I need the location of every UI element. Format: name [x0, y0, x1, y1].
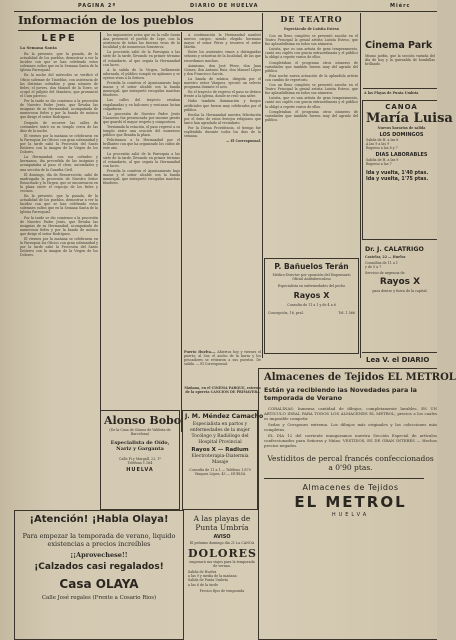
olaya-regalo: ¡Calzados casi regalados! [34, 562, 164, 572]
specialty-line: Especialista en partos y enfermedades de la mujer [190, 422, 250, 433]
article-paragraph: El viernes por la mañana se celebraron en la Parroquia los Oficios con gran solemnidad y por la tarde salió la Procesión del Santo Entierro con la imagen de la Virgen de los Dolores. [20, 237, 98, 258]
article-paragraph: A continuación la Hermandad nombró nuevos cargos, siendo elegido hermano mayor el señor Pérez y tesorero el señor Martín. [184, 33, 261, 50]
column-rule [100, 32, 101, 432]
article-paragraph: Reciba la Hermandad nuestra felicitación por el éxito de estos festejos religiosos que tanto han agradado al vecindario. [184, 112, 261, 125]
article-paragraph: Completaban el programa otros números de variedades que también fueron muy del agrado del público. [265, 60, 358, 73]
article-paragraph: A la salida de la Virgen, bellamente adornada, el público rompió en aplausos y se oyeron vivas a la Señora. [103, 67, 180, 80]
header-rule [14, 11, 437, 12]
horario-line: Salida de Punta Umbría [188, 578, 228, 583]
divider [363, 88, 437, 89]
specialty: Especialista de Oído, Nariz y Garganta [110, 440, 170, 453]
consulta-hours: Consulta de 11 a 1 y de 4 a 6 [287, 303, 336, 308]
boat-sub: empezará sus viajes para la temporada de verano. [189, 560, 255, 569]
article-paragraph: Presidía la comitiva el Ayuntamiento bajo mazas y el señor alcalde con la banda municipal, que interpretó escogidas marchas fúnebres. [103, 168, 180, 186]
theatre-article [265, 34, 358, 244]
olaya-ad [14, 510, 184, 640]
article-paragraph: Las calles del trayecto estaban engalanadas y en balcones y ventanas lucían colgaduras. [103, 98, 180, 111]
cinema-note: Mismo jardín, que la sección variada del día de hoy y la guirnalda de bombillas brillando [365, 54, 435, 67]
column-rule [181, 32, 182, 432]
puerto-note [184, 350, 261, 380]
puerto-text: Abiertos hoy y viernes el puerto; al Sur, el ancho de la barra y los pescadores se retiraron a sus puestos. De salida. — El Corresponsal. [184, 350, 261, 367]
metrol-ad [258, 368, 456, 640]
column-rule [262, 13, 263, 358]
banuelos-ad [264, 258, 359, 354]
phone: Teléfono 1.164 [127, 461, 153, 466]
article-paragraph: Luisita, que es una artista de gran temperamento, cantó sus cuplés con gracia extraordinaria y el público la obligó a repetir varios de ellos. [265, 96, 358, 109]
price-line: Ida y vuelta, 1'75 ptas. [366, 176, 429, 182]
address: Concepción, 16, pral. [268, 311, 304, 316]
aviso-label: AVISO [213, 534, 231, 540]
cinema-horario: A las Playas de Punta Umbría [364, 91, 419, 95]
canoa-label: CANOA [385, 103, 418, 111]
newspaper-name: DIARIO DE HUELVA [190, 3, 259, 9]
metrol-header: Almacenes de Tejidos EL METROL [264, 372, 456, 383]
hours-line: Consultas de 11 a 1 [365, 261, 398, 266]
article-column-3 [184, 33, 261, 351]
article-paragraph: Entre los asistentes vimos a distinguidas señoras y señoritas de la localidad, de las que recordamos muchas. [184, 50, 261, 63]
cinema-title: Cinema Park [365, 40, 433, 51]
article-paragraph: Esta noche nueva actuación de la aplaudida artista con cambio de repertorio. [265, 73, 358, 82]
article-paragraph: La procesión de Nuestro Padre Jesús Nazareno fue presenciada por enorme gentío que guardó el mayor respeto y compostura. [103, 111, 180, 124]
theatre-subheading: Espectáculo de Luisita Esteso [284, 27, 339, 31]
article-paragraph: Por la tarde se dio comienzo a la procesión de Nuestro Padre Jesús, que llevaba las insignias de su Hermandad, acompañada de numerosos fieles y por la banda de música que dirige el señor Rodríguez. [20, 215, 98, 236]
precio-line: Precios fijos de temporada [199, 588, 245, 593]
specialty-line: Electroterapia-Diatermia Masaje [191, 454, 249, 465]
specialty-line: Tocólogo y Radiólogo del Hospital Provincial [191, 434, 249, 445]
hours-line: y de 5 a 7 [365, 265, 382, 270]
article-paragraph: Por la Divina Providencia, el tiempo fue espléndido durante todos los días de la semana. [184, 125, 261, 139]
divider [264, 478, 424, 479]
consulta-hours: Consulta de 11 a 1 — Teléfono 1.879 [189, 468, 251, 472]
price-line: Ida y vuelta, 1'40 ptas. [366, 170, 429, 176]
article-paragraph: Asimismo, don José Pérez, don Juan Gómez, don Antonio Ruiz, don Manuel López y don Francisco García. [184, 63, 261, 76]
canoa-name: María Luisa [366, 111, 453, 126]
divider [362, 352, 437, 353]
article-paragraph: los imponentes actos que en la calle Santa Ana presenció el pueblo de Lepe, con la asistencia de todas las fuerzas vivas de la localidad y de numerosos forasteros. [103, 33, 180, 50]
correspondent-signature: — El Corresponsal. [226, 139, 261, 144]
article-paragraph: Hubo también iluminación y fuegos artificiales que fueron muy celebrados por el público. [184, 99, 261, 112]
laborables-label: DIAS LABORABLES [375, 152, 428, 159]
address: Vázquez López, 45 — HUELVA [194, 472, 246, 477]
galatrigo-ad [363, 244, 437, 344]
doctor-name: Dr. J. CALATRIGO [365, 246, 424, 253]
rayos-label: Rayos X — Radium [191, 447, 249, 453]
theatre-footnote: Mañana, en el CINEMA PARQUE, estreno de la opereta CANCION DE PRIMAVERA [184, 386, 261, 395]
services-line: Servicio de urgencia de [365, 271, 405, 276]
olaya-aprovechese: ¡¡Aprovechese!! [70, 551, 128, 559]
metrol-footer-line1: Almacenes de Tejidos [302, 483, 399, 492]
domingos-label: LOS DOMINGOS [379, 132, 424, 139]
article-paragraph: Luisita, que es una artista de gran temperamento, cantó sus cuplés con gracia extraordinaria y el público la obligó a repetir varios de ellos. [265, 47, 358, 60]
article-paragraph: Con un lleno completo se presentó anoche en el Teatro Principal la genial artista Luisita Esteso, que fue aplaudidísima en todos sus números. [265, 83, 358, 96]
address: Castelar, 22 — Huelva [365, 255, 406, 259]
doctor-sub: (De la Casa de Gómez de Valdivia de Barcelona) [109, 428, 171, 437]
column-rule [360, 13, 361, 358]
mendez-ad [182, 410, 264, 510]
phone: Tel. 1.566 [338, 311, 355, 316]
section-title: Información de los pueblos [18, 13, 194, 27]
article-paragraph: EL DIA 12 del corriente inauguramos nuestra Sección Especial de artículos confeccionados para Señoras y Niñas. VESTIDOS, ES DE GRAN INTERÉS — Hechos precios negados. [264, 433, 437, 448]
title-rule [18, 30, 262, 31]
date-partial: Miérc [390, 3, 411, 9]
article-paragraph: La procesión salió de la Parroquia a las siete de la tarde, llevando en primer término el estandarte, al que seguía la Hermandad con luces. [103, 50, 180, 67]
article-paragraph: Sedas y Crespones extrema. Los dibujos más originales y las colecciones más completas. [264, 422, 437, 432]
rayos-label: Rayos X [379, 277, 421, 288]
aviso-text: El próximo domingo día 21 La CANOA [189, 541, 255, 545]
vestidos-offer: Vestiditos de percal francés confeccionados a 0'90 ptas. [267, 454, 434, 472]
horario-line: Regreso a las 6 y 7 [366, 146, 398, 151]
olaya-text: Para empezar la temporada de verano, liquido existencias a precios increíbles [22, 532, 176, 548]
puerto-heading: Puerto Huelva.— [184, 350, 216, 354]
article-paragraph: Con un lleno completo se presentó anoche en el Teatro Principal la genial artista Luisita Esteso, que fue aplaudidísima en todos sus números. [265, 34, 358, 47]
horario-line: a las 6 de la tarde [188, 582, 219, 587]
olaya-address: Calle José regales (Frente a Cosario Rios) [41, 595, 157, 601]
playas-ad [186, 512, 258, 640]
article-paragraph: Presidía la comitiva el Ayuntamiento bajo mazas y el señor alcalde con la banda municipal, que interpretó escogidas marchas fúnebres. [103, 81, 180, 98]
doctor-name: J. M. Méndez Camacho [185, 413, 264, 420]
closing-line: para dentro y fuera de la capital. [372, 289, 428, 294]
playas-title: A las playas de Punta Umbría [193, 514, 251, 532]
article-paragraph: La procesión salió de la Parroquia a las siete de la tarde, llevando en primer término el estandarte, al que seguía la Hermandad con luces. [103, 151, 180, 168]
article-paragraph: En la presente, que la pasada, de la actualidad de los pueblos, demostrar a ver la lucidez con que se han celebrado estos solemnes cultos que en la Semana Santa de la Iglesia Parroquial. [20, 194, 98, 215]
doctor-name: Alonso Bobo [104, 414, 182, 427]
metrol-footer-line3: HUELVA [331, 512, 370, 518]
metrol-body [264, 406, 437, 448]
doctor-name: P. Bañuelos Terán [274, 262, 349, 271]
page-label: PAGINA 2ª [78, 3, 117, 9]
horario-line: Salida de H. a las 8 [366, 138, 399, 143]
doctor-specialty: Especialista en enfermedades del pecho [277, 284, 346, 289]
horario-line: a las 9 y media de la mañana [188, 574, 237, 579]
metrol-tagline: Están ya recibiendo las Novedades para la temporada de Verano [264, 386, 417, 402]
metrol-footer-line2: EL METROL [294, 493, 407, 511]
article-paragraph: El viernes por la mañana se celebraron en la Parroquia los Oficios con gran solemnidad y por la tarde salió la Procesión del Santo Entierro con la imagen de la Virgen de los Dolores. [20, 133, 98, 155]
article-paragraph: Completaban el programa otros números de variedades que también fueron muy del agrado del público. [265, 109, 358, 122]
article-paragraph: CORALINAS: Inmensa cantidad de dibujos, completamente lavables. ES UN ARTICULO IDEAL PARA TODOS LOS ALMACENES EL METROL; precios a los cuales es imposible competir. [264, 406, 437, 421]
article-column-2 [103, 33, 180, 398]
olaya-shop: Casa OLAYA [59, 577, 139, 591]
article-paragraph: El domingo, día de Resurrección, salió de madrugada la procesión de Nuestro Señor Resucitado y la Virgen, que se encontraron en la plaza entre el regocijo de los fieles y vecinos. [20, 172, 98, 193]
horario-line: Salida de Huelva [188, 570, 217, 575]
horario-line: Regreso a las 7 [366, 162, 392, 167]
canoa-sub: Nuevos horarios de salida [377, 126, 426, 130]
rayos-label: Rayos X [293, 291, 330, 301]
article-paragraph: La Hermandad, con sus cofrades y hermanos, iba precedida de las insignias y acompañaba al paso el clero, autoridades y una sección de la Guardia Civil. [20, 155, 98, 172]
contact-line [268, 311, 355, 315]
olaya-headline: ¡Atención! ¡Habla Olaya! [29, 514, 169, 525]
horario-line: A las 9 a las 9 [366, 142, 390, 147]
article-paragraph: En el trayecto de regreso el paso se detuvo frente a la iglesia, donde se rezó una salve. [184, 90, 261, 99]
article-paragraph: Por la tarde se dio comienzo a la procesión de Nuestro Padre Jesús, que llevaba las insignias de su Hermandad, acompañada de numerosos fieles y por la banda de música que dirige el señor Rodríguez. [20, 99, 98, 120]
article-paragraph: En la noche del miércoles se verificó el Oficio solemne de Tinieblas, con asistencia de las distintas cofradías y gran número de fieles; el jueves, don Manuel de la Torre, se ocupó el púlpito del Mandato, que pronunció el Cura párroco. [20, 73, 98, 98]
article-paragraph: Felicitamos a la Hermandad por el brillantez con que ha organizado los cultos de este año. [103, 138, 180, 151]
article-paragraph: Terminada la estación, el paso regresó a su templo entre una ovación del numeroso público que llenaba la plaza. [103, 124, 180, 138]
theatre-heading: DE TEATRO [280, 14, 343, 24]
horario-line: Salida de H. a las 9 [366, 158, 399, 163]
doctor-title: Médico-Director por oposición del Dispensario Oficial Antituberculoso [272, 273, 351, 282]
boat-name: DOLORES [188, 547, 257, 561]
lea-diario: Lea V. el DIARIO [366, 356, 430, 364]
article-paragraph: En la presente, que la pasada, de la actualidad de los pueblos, demostrar a ver la lucidez con que se han celebrado estos solemnes cultos que en la Semana Santa de la Iglesia Parroquial. [20, 52, 98, 73]
address: Calle Pi y Margall, 23, 1º [119, 457, 161, 462]
canoa-ad [362, 100, 453, 240]
lepe-subheading: La Semana Santa [20, 45, 57, 50]
article-paragraph: La banda de música, dirigida por el maestro señor Vázquez, ejecutó un selecto programa durante el acto. [184, 76, 261, 90]
lepe-heading: LEPE [41, 33, 77, 44]
city: HUELVA [126, 467, 154, 474]
alonso-ad [100, 410, 180, 510]
lepe-article [20, 52, 98, 430]
article-paragraph: Después de recorrer las calles de costumbre entró en su templo cerca de las diez de la noche. [20, 120, 98, 133]
